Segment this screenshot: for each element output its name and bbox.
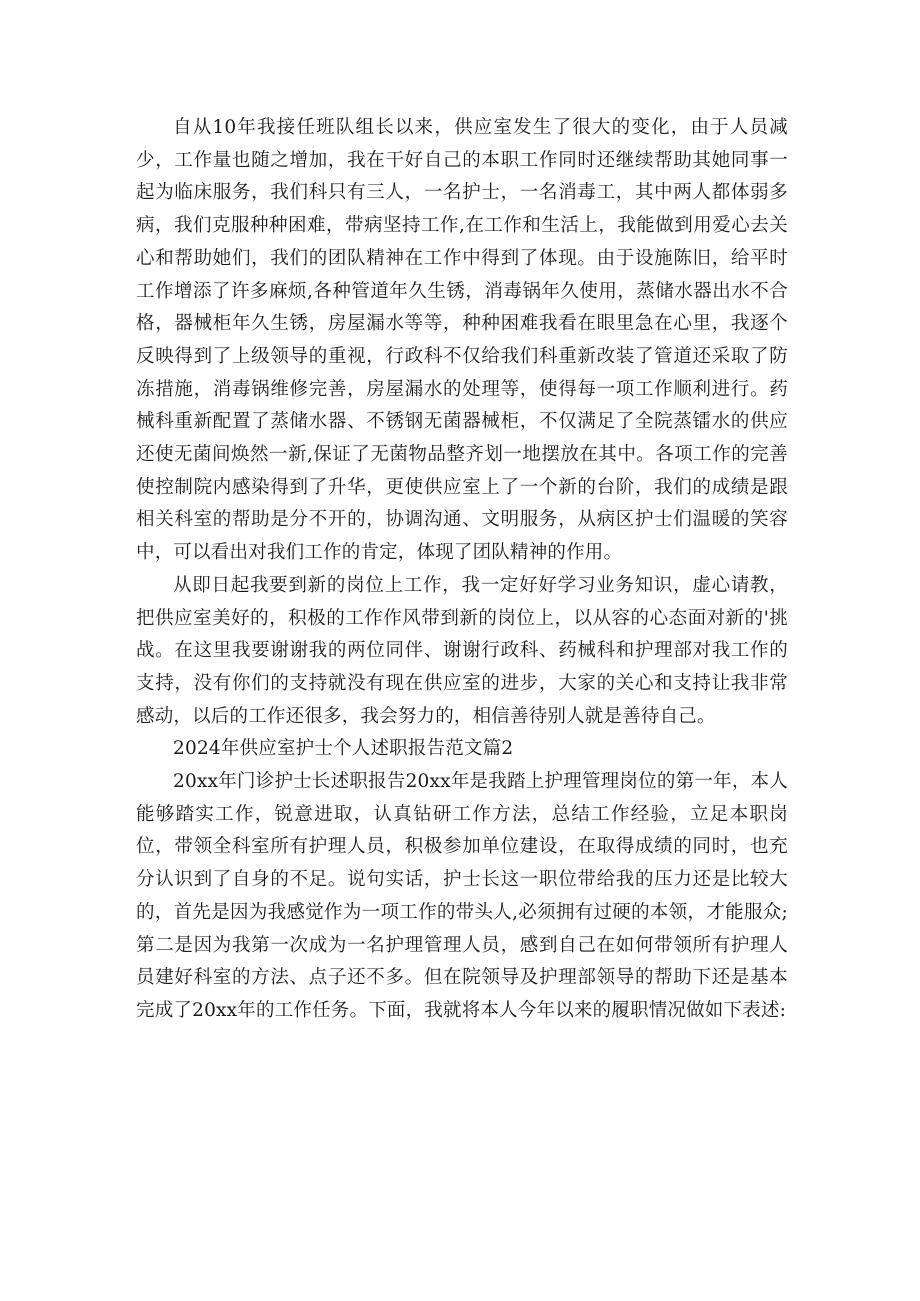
- paragraph: 从即日起我要到新的岗位上工作，我一定好好学习业务知识，虚心请教，把供应室美好的，积极的工作作风带到新的岗位上，以从容的心态面对新的'挑战。在这里我要谢谢我的两位同伴、谢谢行政科、药械科和护理部对我工作的支持，没有你们的支持就没有现在供应室的进步，大家的关心和支持让我非常感动，以后的工作还很多，我会努力的，相信善待别人就是善待自己。: [136, 574, 788, 727]
- paragraph: 20xx年门诊护士长述职报告20xx年是我踏上护理管理岗位的第一年，本人能够踏实工作，锐意进取，认真钻研工作方法，总结工作经验，立足本职岗位，带领全科室所有护理人员，积极参加单位建设，在取得成绩的同时，也充分认识到了自身的不足。说句实话，护士长这一职位带给我的压力还是比较大的，首先是因为我感觉作为一项工作的带头人,必须拥有过硬的本领，才能服众;第二是因为我第一次成为一名护理管理人员，感到自己在如何带领所有护理人员建好科室的方法、点子还不多。但在院领导及护理部领导的帮助下还是基本完成了20xx年的工作任务。下面，我就将本人今年以来的履职情况做如下表述:: [136, 771, 788, 1021]
- paragraph: 自从10年我接任班队组长以来，供应室发生了很大的变化，由于人员减少，工作量也随之增加，我在干好自己的本职工作同时还继续帮助其她同事一起为临床服务，我们科只有三人，一名护士，一名消毒工，其中两人都体弱多病，我们克服种种困难，带病坚持工作,在工作和生活上，我能做到用爱心去关心和帮助她们，我们的团队精神在工作中得到了体现。由于设施陈旧，给平时工作增添了许多麻烦,各种管道年久生锈，消毒锅年久使用，蒸储水器出水不合格，器械柜年久生锈，房屋漏水等等，种种困难我看在眼里急在心里，我逐个反映得到了上级领导的重视，行政科不仅给我们科重新改装了管道还采取了防冻措施，消毒锅维修完善，房屋漏水的处理等，使得每一项工作顺利进行。药械科重新配置了蒸储水器、不锈钢无菌器械柜，不仅满足了全院蒸镭水的供应还使无菌间焕然一新,保证了无菌物品整齐划一地摆放在其中。各项工作的完善使控制院内感染得到了升华，更使供应室上了一个新的台阶，我们的成绩是跟相关科室的帮助是分不开的，协调沟通、文明服务，从病区护士们温暖的笑容中，可以看出对我们工作的肯定，体现了团队精神的作用。: [136, 117, 788, 564]
- document-body: [136, 112, 788, 1028]
- section-heading: 2024年供应室护士个人述职报告范文篇2: [173, 738, 514, 760]
